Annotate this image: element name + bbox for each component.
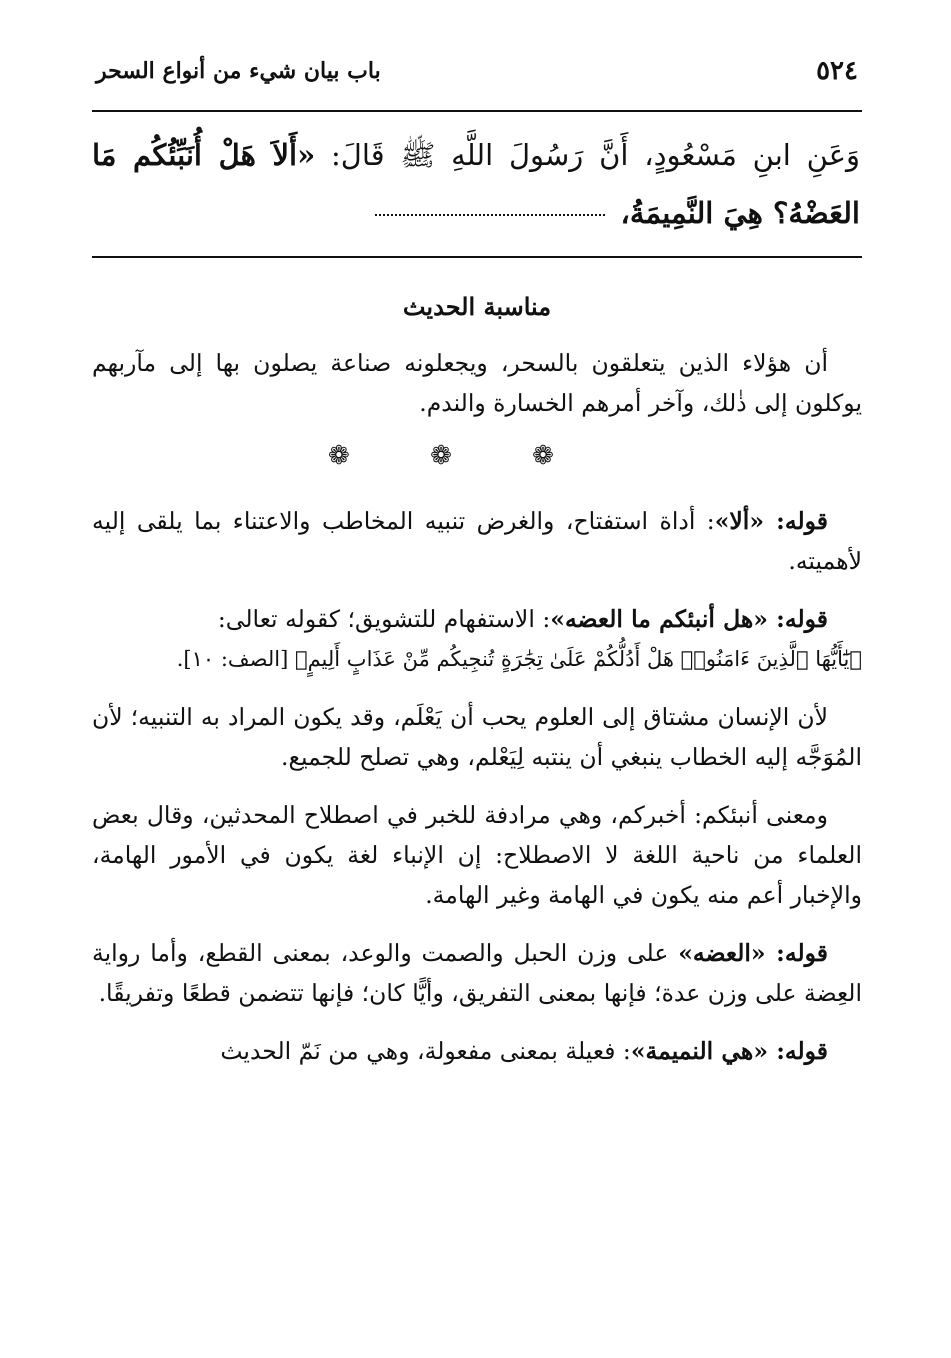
hadith-text-block bbox=[92, 112, 862, 256]
commentary-text: لأن الإنسان مشتاق إلى العلوم يحب أن يَعْلَم، وقد يكون المراد به التنبيه؛ لأن المُوَجَّه إليه الخطاب ينبغي أن ينتبه لِيَعْلم، وهي تصلح للجميع. bbox=[92, 703, 862, 771]
hadith-bottom-rule bbox=[92, 256, 862, 258]
section-body: أن هؤلاء الذين يتعلقون بالسحر، ويجعلونه صناعة يصلون بها إلى مآربهم يوكلون إلى ذٰلك، وآخر أمرهم الخسارة والندم. bbox=[92, 349, 862, 417]
commentary-text: : الاستفهام للتشويق؛ كقوله تعالى: bbox=[217, 605, 551, 633]
commentary-text: : أداة استفتاح، والغرض تنبيه المخاطب والاعتناء بما يلقى إليه لأهميته. bbox=[92, 507, 862, 575]
commentary-text: : فعيلة بمعنى مفعولة، وهي من نَمّ الحديث bbox=[220, 1037, 631, 1065]
commentary-paragraph bbox=[92, 933, 862, 1013]
running-header bbox=[92, 48, 862, 110]
commentary-paragraph bbox=[92, 795, 862, 915]
page-number: ٥٢٤ bbox=[816, 56, 858, 86]
commentary-lead: قوله: «هل أنبئكم ما العضه» bbox=[550, 605, 828, 633]
hadith-intro: وَعَنِ ابنِ مَسْعُودٍ، أَنَّ رَسُولَ اللَّهِ ﷺ قَالَ: bbox=[331, 138, 860, 172]
quran-verse: ﴿يَٰٓأَيُّهَا ٱلَّذِينَ ءَامَنُوا۟ هَلْ أَدُلُّكُمْ عَلَىٰ تِجَٰرَةٍ تُنجِيكُم مِّنْ عَذَابٍ أَلِيمٍ﴾ [الصف: ١٠]. bbox=[176, 647, 862, 671]
commentary-paragraph bbox=[92, 599, 862, 679]
book-page bbox=[92, 48, 862, 1089]
section-heading: مناسبة الحديث bbox=[402, 292, 552, 321]
commentary-paragraph bbox=[92, 697, 862, 777]
chapter-title: باب بيان شيء من أنواع السحر bbox=[96, 58, 381, 84]
commentary-paragraph bbox=[92, 1031, 862, 1071]
commentary-paragraph bbox=[92, 501, 862, 581]
hadith-matn: «أَلاَ هَلْ أُنَبِّئُكُم مَا العَضْهُ؟ هِيَ النَّمِيمَةُ، bbox=[92, 138, 860, 230]
commentary-text: على وزن الحبل والصمت والوعد، بمعنى القطع، وأما رواية العِضة على وزن عدة؛ فإنها بمعنى التفريق، وأيًّا كان؛ فإنها تتضمن قطعًا وتفريقًا. bbox=[92, 939, 862, 1007]
commentary-lead: قوله: «هي النميمة» bbox=[630, 1037, 828, 1065]
dotted-continuation-line bbox=[375, 214, 605, 216]
star-separator: ❁ ❁ ❁ bbox=[328, 441, 590, 471]
commentary-text: ومعنى أنبئكم: أخبركم، وهي مرادفة للخبر في اصطلاح المحدثين، وقال بعض العلماء من ناحية اللغة لا الاصطلاح: إن الإنباء لغة يكون في الأمور الهامة، والإخبار أعم منه يكون في الهامة وغير الهامة. bbox=[92, 801, 862, 909]
commentary-lead: قوله: «العضه» bbox=[678, 939, 828, 967]
commentary-lead: قوله: «ألا» bbox=[714, 507, 828, 535]
